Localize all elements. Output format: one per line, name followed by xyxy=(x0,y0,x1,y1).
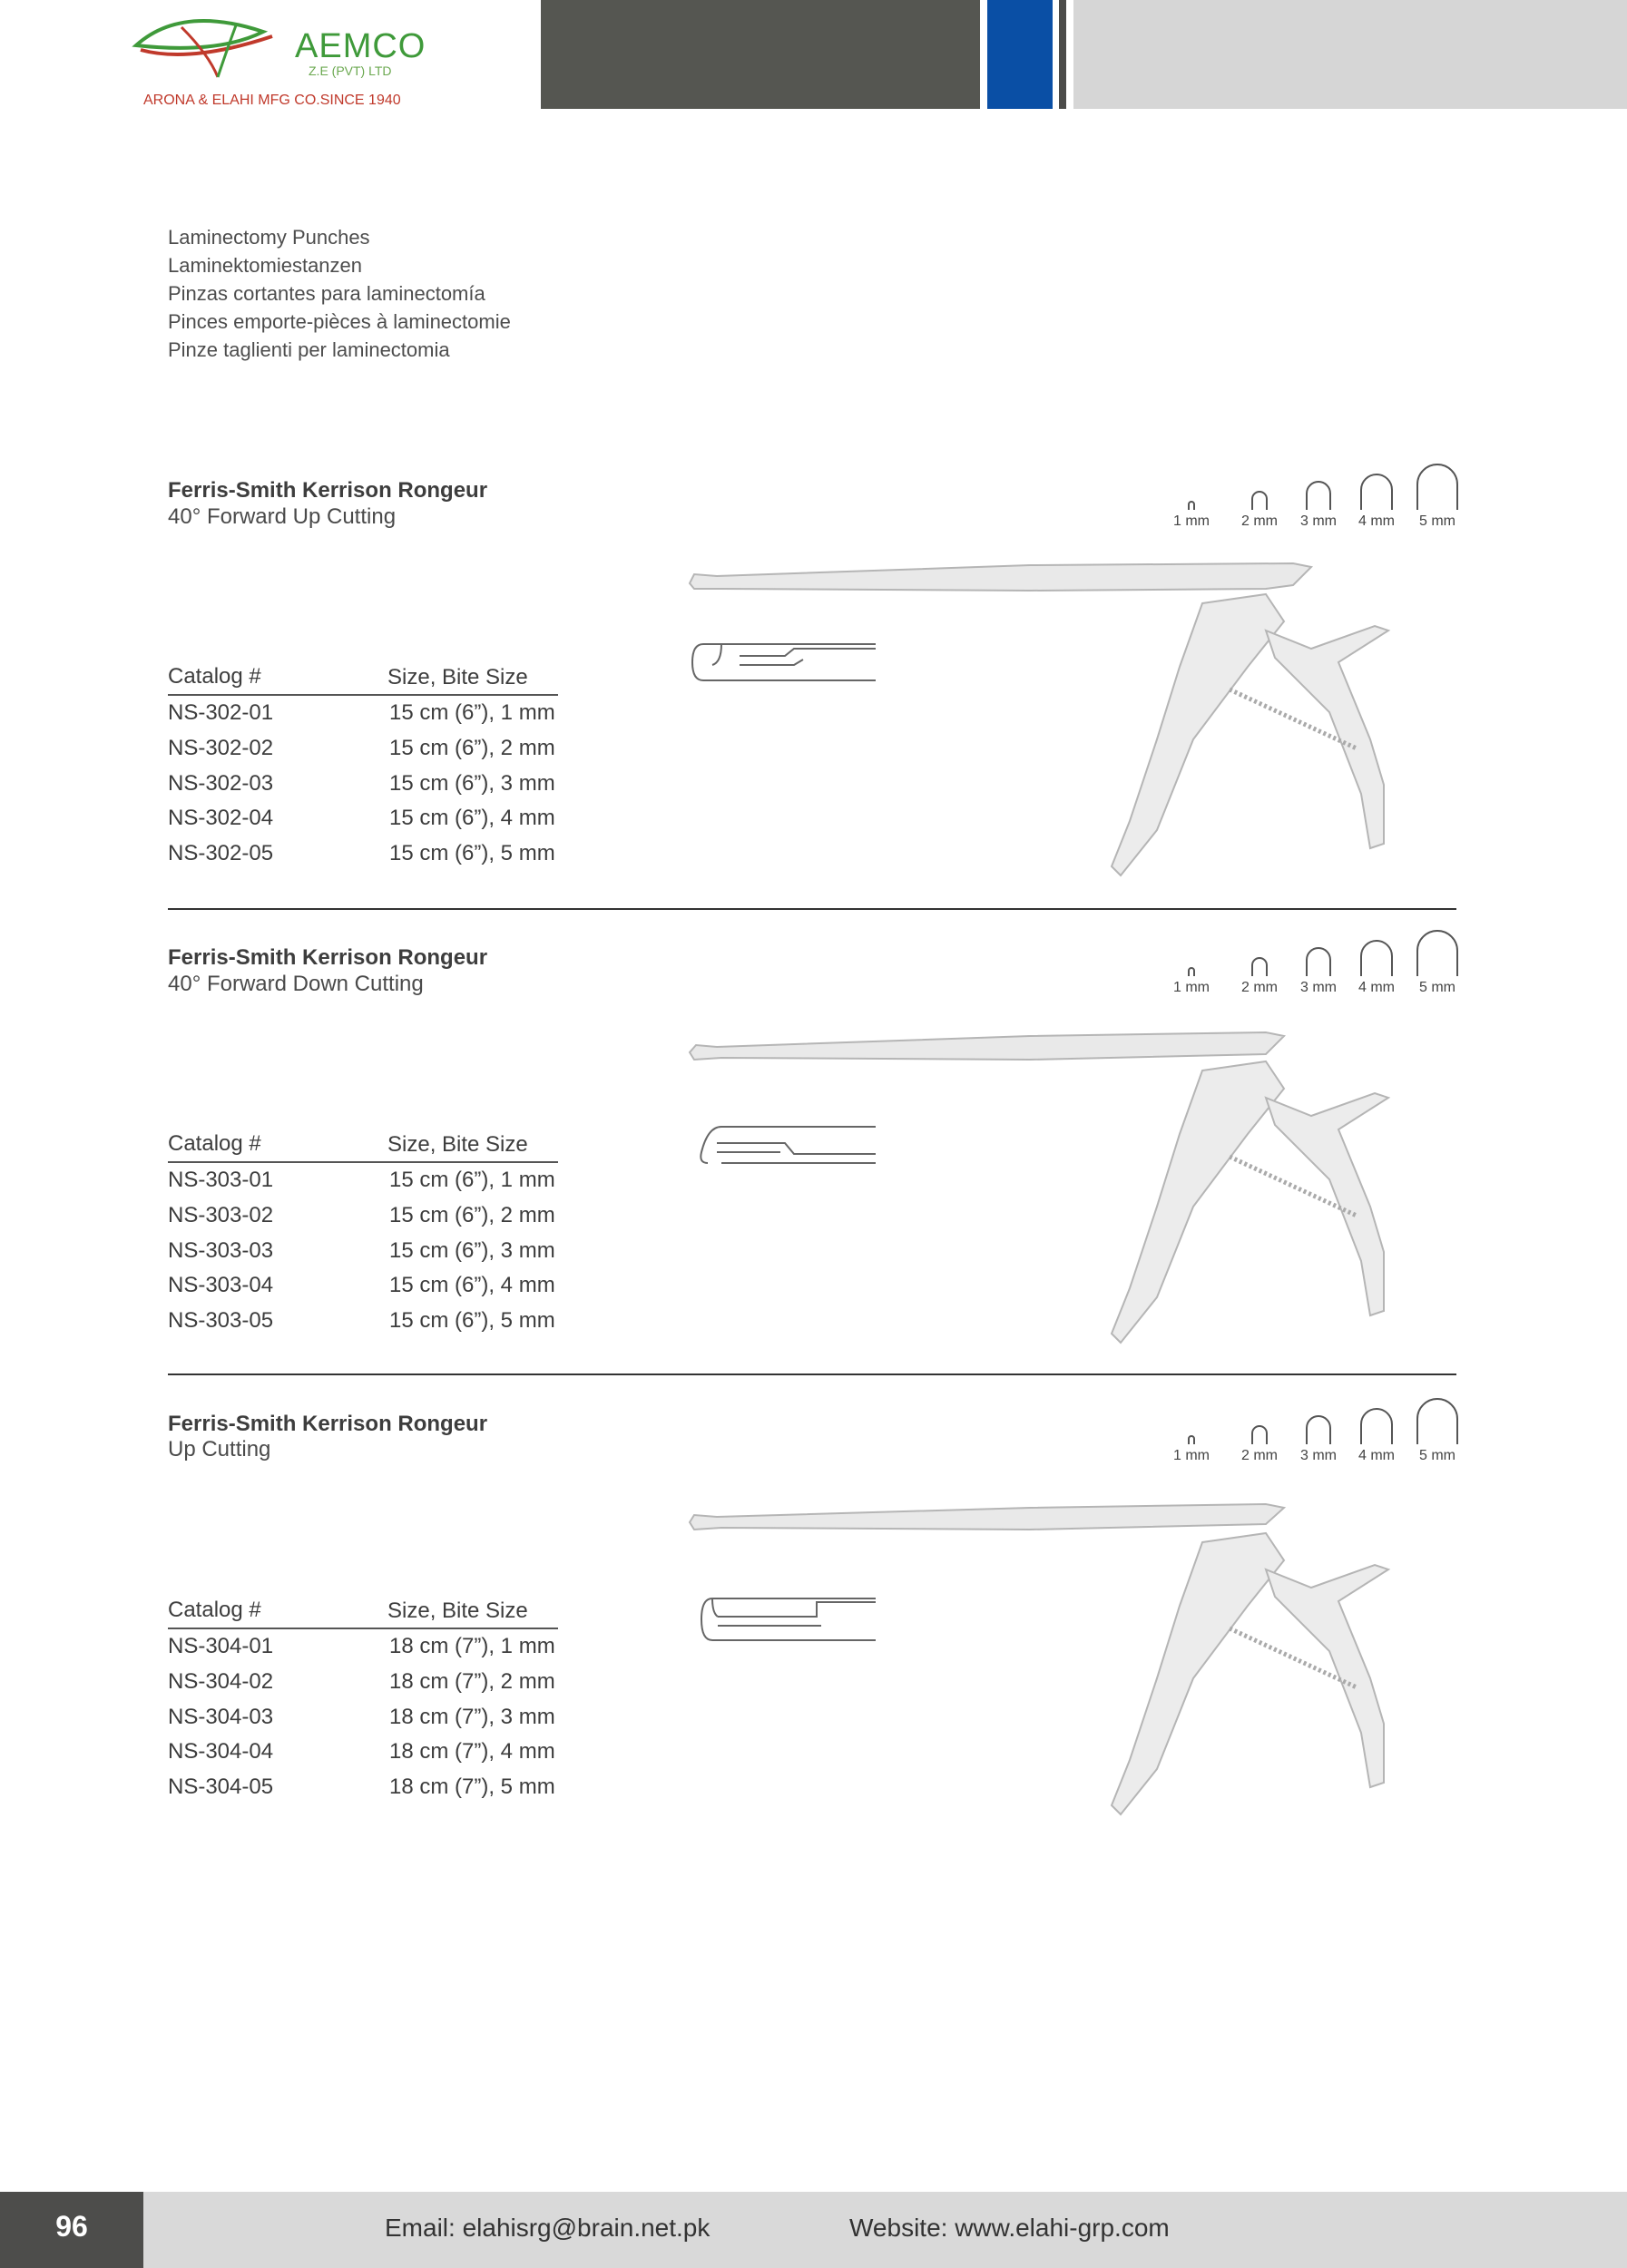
table-header-rule xyxy=(168,694,558,696)
catalog-number: NS-304-01 xyxy=(168,1634,274,1658)
footer-website: Website: www.elahi-grp.com xyxy=(849,2214,1170,2242)
bite-label: 2 mm xyxy=(1241,1448,1278,1463)
bite-label: 4 mm xyxy=(1358,513,1395,529)
instrument-image xyxy=(685,558,1465,894)
catalog-header: Catalog # xyxy=(168,664,261,689)
rongeur-instrument-icon xyxy=(685,558,1465,894)
catalog-number: NS-303-03 xyxy=(168,1238,274,1263)
bite-label: 5 mm xyxy=(1419,980,1455,995)
bite-label: 2 mm xyxy=(1241,980,1278,995)
bite-label: 1 mm xyxy=(1173,513,1210,529)
bite-shapes-icon xyxy=(1152,1397,1479,1452)
company-logo xyxy=(127,9,436,118)
brand-sub: Z.E (PVT) LTD xyxy=(309,64,392,78)
bite-label: 5 mm xyxy=(1419,513,1455,529)
footer-email: Email: elahisrg@brain.net.pk xyxy=(385,2214,711,2242)
size-value: 15 cm (6”), 5 mm xyxy=(389,1308,555,1333)
rongeur-instrument-icon xyxy=(685,1497,1465,1833)
intro-line: Pinces emporte-pièces à laminectomie xyxy=(168,310,511,333)
section-divider xyxy=(168,1374,1456,1375)
bite-label: 3 mm xyxy=(1300,513,1337,529)
intro-line: Laminektomiestanzen xyxy=(168,254,363,277)
size-value: 15 cm (6”), 4 mm xyxy=(389,1273,555,1297)
catalog-number: NS-302-03 xyxy=(168,771,274,796)
catalog-number: NS-302-01 xyxy=(168,700,274,725)
section-title: Ferris-Smith Kerrison Rongeur xyxy=(168,945,488,970)
catalog-number: NS-304-03 xyxy=(168,1705,274,1729)
catalog-number: NS-302-02 xyxy=(168,736,274,760)
section-subtitle: Up Cutting xyxy=(168,1437,271,1461)
intro-line: Pinzas cortantes para laminectomía xyxy=(168,282,485,305)
rongeur-instrument-icon xyxy=(685,1025,1465,1361)
size-value: 18 cm (7”), 2 mm xyxy=(389,1669,555,1694)
size-value: 18 cm (7”), 3 mm xyxy=(389,1705,555,1729)
catalog-number: NS-303-05 xyxy=(168,1308,274,1333)
size-value: 15 cm (6”), 2 mm xyxy=(389,1203,555,1227)
catalog-number: NS-302-05 xyxy=(168,841,274,865)
table-header-rule xyxy=(168,1628,558,1629)
page-number: 96 xyxy=(55,2210,88,2243)
section-title: Ferris-Smith Kerrison Rongeur xyxy=(168,1412,488,1436)
brand-since: ARONA & ELAHI MFG CO.SINCE 1940 xyxy=(143,93,401,108)
catalog-number: NS-304-02 xyxy=(168,1669,274,1694)
bite-label: 1 mm xyxy=(1173,980,1210,995)
section-title: Ferris-Smith Kerrison Rongeur xyxy=(168,478,488,503)
catalog-number: NS-304-04 xyxy=(168,1739,274,1764)
bite-label: 1 mm xyxy=(1173,1448,1210,1463)
section-divider xyxy=(168,908,1456,910)
bite-size-legend xyxy=(1152,1397,1479,1470)
catalog-header: Catalog # xyxy=(168,1131,261,1156)
header-blue-block xyxy=(987,0,1053,109)
size-value: 15 cm (6”), 1 mm xyxy=(389,700,555,725)
section-subtitle: 40° Forward Down Cutting xyxy=(168,972,424,996)
catalog-number: NS-303-04 xyxy=(168,1273,274,1297)
bite-label: 4 mm xyxy=(1358,1448,1395,1463)
size-value: 15 cm (6”), 4 mm xyxy=(389,806,555,830)
size-value: 15 cm (6”), 3 mm xyxy=(389,1238,555,1263)
size-value: 18 cm (7”), 5 mm xyxy=(389,1774,555,1799)
size-value: 18 cm (7”), 1 mm xyxy=(389,1634,555,1658)
intro-titles xyxy=(168,223,511,364)
header-dark-block xyxy=(541,0,980,109)
bite-shapes-icon xyxy=(1152,929,1479,983)
bite-label: 5 mm xyxy=(1419,1448,1455,1463)
instrument-image xyxy=(685,1025,1465,1361)
size-value: 15 cm (6”), 1 mm xyxy=(389,1168,555,1192)
section-subtitle: 40° Forward Up Cutting xyxy=(168,504,397,529)
catalog-header: Catalog # xyxy=(168,1598,261,1622)
size-value: 15 cm (6”), 2 mm xyxy=(389,736,555,760)
size-header: Size, Bite Size xyxy=(387,1598,528,1623)
size-header: Size, Bite Size xyxy=(387,665,528,689)
table-header-rule xyxy=(168,1161,558,1163)
header-strip xyxy=(1059,0,1066,109)
instrument-image xyxy=(685,1497,1465,1833)
bite-label: 4 mm xyxy=(1358,980,1395,995)
bite-size-legend xyxy=(1152,463,1479,535)
bite-label: 2 mm xyxy=(1241,513,1278,529)
catalog-number: NS-304-05 xyxy=(168,1774,274,1799)
bite-shapes-icon xyxy=(1152,463,1479,517)
bite-size-legend xyxy=(1152,929,1479,1002)
size-value: 18 cm (7”), 4 mm xyxy=(389,1739,555,1764)
bite-label: 3 mm xyxy=(1300,980,1337,995)
bite-label: 3 mm xyxy=(1300,1448,1337,1463)
catalog-number: NS-303-02 xyxy=(168,1203,274,1227)
intro-line: Laminectomy Punches xyxy=(168,226,370,249)
size-value: 15 cm (6”), 3 mm xyxy=(389,771,555,796)
header-light-block xyxy=(1073,0,1627,109)
size-header: Size, Bite Size xyxy=(387,1132,528,1157)
catalog-number: NS-303-01 xyxy=(168,1168,274,1192)
catalog-number: NS-302-04 xyxy=(168,806,274,830)
intro-line: Pinze taglienti per laminectomia xyxy=(168,338,450,361)
brand-name: AEMCO xyxy=(295,27,426,65)
size-value: 15 cm (6”), 5 mm xyxy=(389,841,555,865)
